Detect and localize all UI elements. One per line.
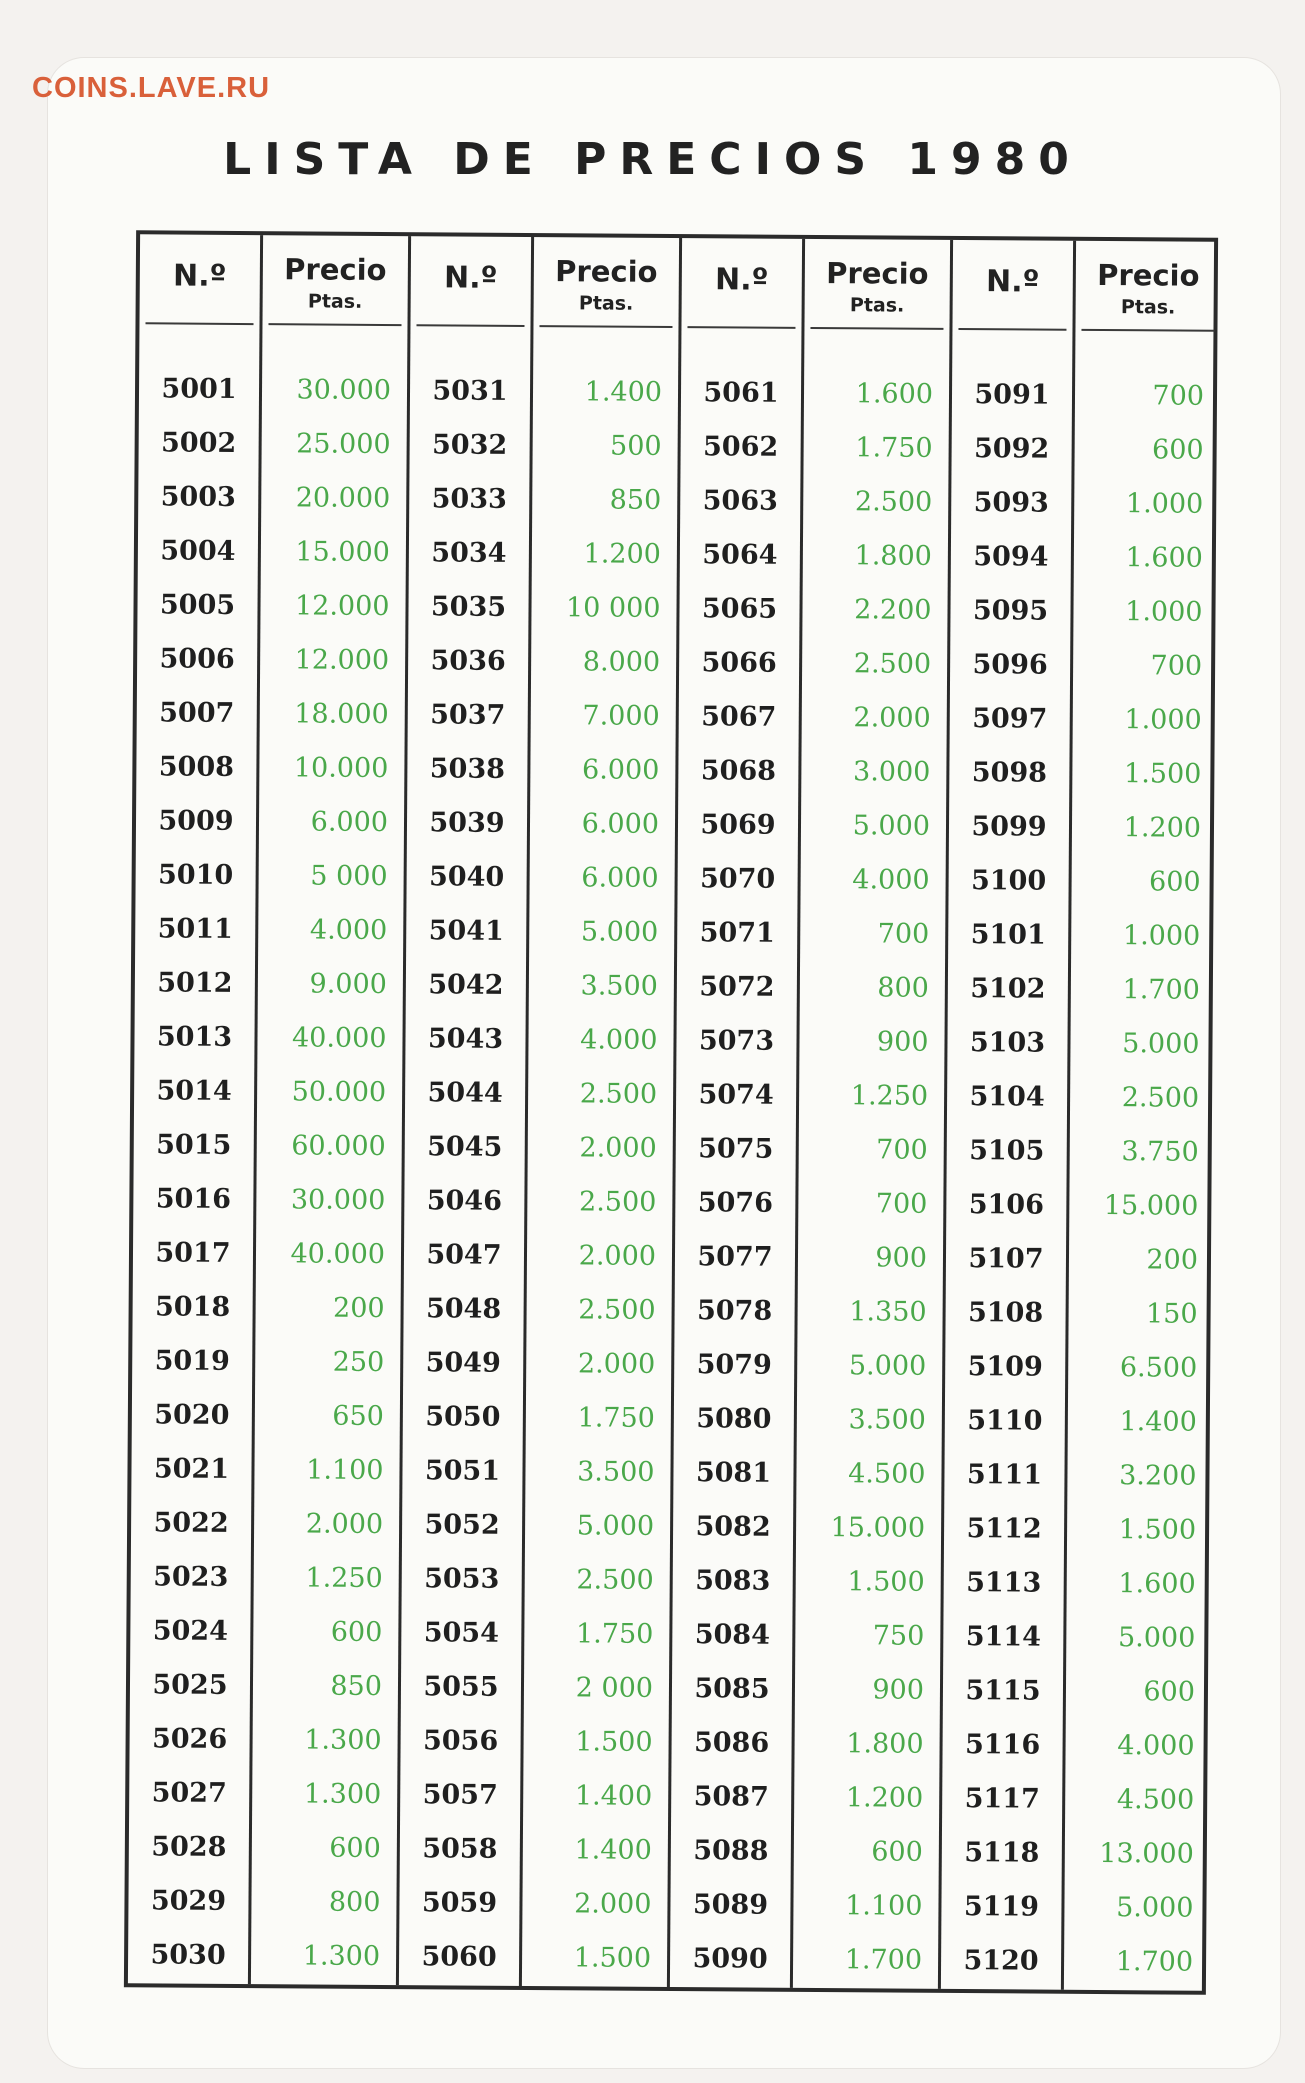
catalog-number: 5036 [430, 645, 506, 677]
price-value: 5 000 [310, 860, 388, 893]
catalog-number: 5008 [158, 751, 235, 783]
price-column [793, 239, 950, 1989]
catalog-number: 5111 [966, 1459, 1043, 1491]
price-value: 600 [871, 1836, 923, 1868]
catalog-number: 5035 [430, 591, 507, 623]
price-value: 5.000 [1117, 1622, 1196, 1654]
price-value: 2.000 [853, 702, 931, 734]
catalog-number: 5048 [425, 1293, 502, 1325]
catalog-number: 5022 [153, 1507, 229, 1539]
catalog-number: 5084 [694, 1619, 771, 1651]
catalog-number: 5058 [422, 1833, 498, 1865]
number-header-label: N.º [714, 262, 769, 298]
price-value: 2.000 [574, 1888, 652, 1920]
price-value: 150 [1145, 1298, 1198, 1330]
price-value: 2.500 [1121, 1082, 1200, 1114]
price-unit-label: Ptas. [849, 294, 905, 317]
catalog-number: 5082 [695, 1511, 771, 1543]
price-value: 1.300 [302, 1940, 381, 1972]
price-value: 2.500 [579, 1078, 658, 1110]
price-column [522, 237, 679, 1987]
price-value: 4.000 [309, 914, 388, 947]
catalog-number: 5063 [702, 485, 778, 517]
catalog-number: 5056 [422, 1725, 499, 1757]
catalog-number: 5102 [970, 973, 1046, 1005]
price-value: 1.800 [846, 1728, 924, 1760]
price-value: 15.000 [830, 1512, 926, 1544]
price-value: 750 [872, 1620, 925, 1652]
catalog-number: 5014 [156, 1075, 232, 1107]
catalog-number: 5039 [429, 807, 505, 839]
price-value: 500 [609, 430, 662, 462]
catalog-number: 5057 [422, 1779, 498, 1811]
price-value: 700 [876, 1134, 928, 1166]
catalog-number: 5004 [160, 535, 236, 567]
price-value: 1.500 [1118, 1514, 1197, 1546]
price-value: 600 [1148, 866, 1201, 898]
catalog-number: 5002 [160, 427, 237, 459]
catalog-number: 5015 [156, 1129, 232, 1161]
catalog-number: 5066 [701, 647, 777, 679]
catalog-number: 5117 [964, 1783, 1040, 1815]
column-group [941, 240, 1221, 1991]
catalog-number: 5007 [159, 697, 235, 729]
catalog-number: 5003 [160, 481, 236, 513]
catalog-number: 5072 [699, 971, 775, 1003]
price-value: 40.000 [290, 1238, 386, 1271]
catalog-number: 5062 [702, 431, 779, 463]
catalog-number: 5074 [698, 1079, 774, 1111]
price-unit-label: Ptas. [1120, 296, 1176, 319]
price-unit-label: Ptas. [578, 292, 634, 315]
number-header [416, 236, 525, 327]
page-title: LISTA DE PRECIOS 1980 [223, 134, 1082, 185]
catalog-number: 5093 [973, 487, 1049, 519]
price-value: 700 [1150, 650, 1203, 682]
price-column [1064, 241, 1221, 1991]
price-value: 2.500 [576, 1564, 654, 1596]
catalog-number: 5065 [701, 593, 778, 625]
price-value: 850 [330, 1670, 383, 1702]
price-value: 2.500 [853, 648, 932, 680]
catalog-number: 5023 [153, 1561, 229, 1593]
number-column [128, 234, 263, 1984]
price-value: 800 [877, 972, 929, 1004]
catalog-number: 5113 [966, 1567, 1042, 1599]
price-value: 1.750 [855, 432, 933, 464]
number-header-label: N.º [443, 260, 498, 296]
catalog-number: 5017 [155, 1237, 231, 1269]
price-value: 1.700 [1122, 974, 1200, 1006]
price-table [124, 230, 1218, 1995]
catalog-number: 5054 [423, 1617, 500, 1649]
price-header [810, 239, 944, 330]
catalog-number: 5010 [157, 859, 234, 891]
catalog-number: 5119 [963, 1891, 1040, 1923]
catalog-number: 5114 [965, 1621, 1042, 1653]
price-value: 2.000 [578, 1240, 657, 1272]
price-value: 1.750 [575, 1618, 654, 1650]
price-value: 20.000 [295, 482, 391, 515]
catalog-number: 5053 [424, 1563, 500, 1595]
price-value: 1.400 [1119, 1406, 1197, 1438]
price-value: 2 000 [575, 1672, 654, 1704]
column-group [399, 236, 682, 1987]
price-value: 1.750 [577, 1402, 655, 1434]
catalog-number: 5019 [154, 1345, 230, 1377]
price-value: 900 [872, 1674, 925, 1706]
catalog-number: 5107 [968, 1243, 1044, 1275]
catalog-number: 5018 [154, 1291, 231, 1323]
catalog-number: 5110 [967, 1405, 1043, 1437]
price-value: 1.200 [845, 1782, 924, 1814]
price-value: 1.700 [844, 1944, 923, 1976]
catalog-number: 5096 [972, 649, 1048, 681]
price-value: 3.200 [1119, 1460, 1197, 1492]
price-header-label: Precio [555, 254, 658, 289]
price-value: 6.500 [1119, 1352, 1198, 1384]
catalog-number: 5086 [693, 1727, 770, 1759]
catalog-number: 5030 [150, 1939, 226, 1971]
catalog-number: 5097 [972, 703, 1048, 735]
site-watermark: COINS.LAVE.RU [32, 72, 271, 104]
price-value: 15.000 [1103, 1190, 1199, 1222]
catalog-number: 5040 [428, 861, 505, 893]
price-value: 10 000 [565, 592, 661, 624]
catalog-number: 5090 [692, 1943, 768, 1975]
price-value: 1.700 [1115, 1946, 1194, 1978]
catalog-number: 5001 [161, 373, 237, 405]
catalog-number: 5104 [969, 1081, 1045, 1113]
price-value: 4.000 [1117, 1730, 1195, 1762]
catalog-number: 5005 [159, 589, 236, 621]
price-unit-label: Ptas. [307, 290, 363, 313]
catalog-number: 5092 [973, 433, 1050, 465]
price-value: 1.350 [849, 1296, 927, 1328]
column-group [670, 238, 953, 1989]
price-value: 12.000 [294, 644, 390, 677]
catalog-number: 5103 [969, 1027, 1046, 1059]
price-value: 900 [875, 1242, 928, 1274]
price-value: 7.000 [582, 700, 660, 732]
catalog-number: 5011 [157, 913, 233, 945]
catalog-number: 5033 [431, 483, 507, 515]
catalog-number: 5099 [971, 811, 1047, 843]
price-value: 18.000 [294, 698, 389, 731]
catalog-number: 5120 [963, 1945, 1039, 1977]
catalog-number: 5061 [703, 377, 779, 409]
price-value: 5.000 [1122, 1028, 1200, 1060]
price-value: 1.200 [1123, 812, 1202, 844]
catalog-number: 5067 [701, 701, 777, 733]
price-value: 700 [1152, 380, 1205, 412]
catalog-number: 5034 [431, 537, 507, 569]
number-header [958, 240, 1067, 331]
catalog-number: 5085 [694, 1673, 770, 1705]
price-value: 3.500 [577, 1456, 655, 1488]
price-value: 200 [1146, 1244, 1199, 1276]
catalog-number: 5025 [152, 1669, 228, 1701]
price-value: 1.500 [847, 1566, 925, 1598]
catalog-number: 5078 [696, 1295, 773, 1327]
catalog-number: 5069 [700, 809, 776, 841]
catalog-number: 5081 [695, 1457, 772, 1489]
price-header [539, 237, 673, 328]
price-value: 6.000 [310, 806, 389, 839]
catalog-number: 5045 [427, 1131, 503, 1163]
price-value: 2.500 [854, 486, 933, 518]
price-value: 200 [332, 1292, 385, 1325]
price-value: 250 [332, 1346, 385, 1379]
number-column [399, 236, 534, 1986]
catalog-number: 5031 [432, 375, 508, 407]
price-value: 1.000 [1124, 704, 1202, 736]
catalog-number: 5083 [695, 1565, 771, 1597]
catalog-number: 5079 [696, 1349, 772, 1381]
catalog-number: 5037 [430, 699, 506, 731]
number-column [941, 240, 1076, 1990]
number-column [670, 238, 805, 1988]
price-value: 1.000 [1122, 920, 1201, 952]
number-header-label: N.º [985, 264, 1040, 300]
price-value: 1.100 [845, 1890, 923, 1922]
number-header-label: N.º [172, 258, 227, 294]
price-value: 1.300 [304, 1724, 382, 1756]
catalog-number: 5029 [150, 1885, 227, 1917]
price-value: 4.000 [580, 1024, 658, 1056]
price-value: 40.000 [291, 1022, 387, 1055]
price-value: 30.000 [290, 1184, 386, 1217]
price-value: 1.100 [306, 1454, 384, 1487]
catalog-number: 5043 [427, 1023, 504, 1055]
catalog-number: 5071 [699, 917, 775, 949]
price-value: 1.300 [303, 1778, 382, 1810]
price-value: 1.400 [584, 376, 663, 408]
price-value: 6.000 [581, 862, 659, 894]
catalog-number: 5089 [692, 1889, 769, 1921]
catalog-number: 5051 [424, 1455, 501, 1487]
catalog-number: 5077 [697, 1241, 773, 1273]
price-value: 600 [329, 1832, 381, 1864]
price-value: 5.000 [852, 810, 931, 842]
catalog-number: 5024 [152, 1615, 229, 1647]
catalog-number: 5046 [426, 1185, 503, 1217]
catalog-number: 5052 [424, 1509, 500, 1541]
price-value: 600 [1143, 1676, 1196, 1708]
catalog-number: 5075 [698, 1133, 774, 1165]
price-value: 3.500 [848, 1404, 926, 1436]
catalog-number: 5068 [700, 755, 777, 787]
catalog-number: 5115 [965, 1675, 1041, 1707]
catalog-number: 5087 [693, 1781, 769, 1813]
price-value: 10.000 [293, 752, 389, 785]
catalog-number: 5027 [151, 1777, 227, 1809]
price-value: 5.000 [576, 1510, 655, 1542]
price-value: 650 [332, 1400, 384, 1433]
price-value: 1.400 [574, 1834, 652, 1866]
price-value: 700 [875, 1188, 928, 1220]
price-value: 1.600 [855, 378, 934, 410]
catalog-number: 5105 [969, 1135, 1045, 1167]
catalog-number: 5100 [970, 865, 1047, 897]
price-value: 1.250 [305, 1562, 383, 1594]
catalog-number: 5064 [702, 539, 778, 571]
catalog-number: 5038 [429, 753, 506, 785]
price-value: 12.000 [294, 590, 390, 623]
catalog-number: 5112 [966, 1513, 1042, 1545]
catalog-number: 5044 [427, 1077, 503, 1109]
catalog-number: 5094 [973, 541, 1049, 573]
price-value: 5.000 [848, 1350, 927, 1382]
catalog-number: 5060 [421, 1941, 497, 1973]
catalog-number: 5095 [972, 595, 1049, 627]
catalog-number: 5006 [159, 643, 235, 675]
number-header [145, 234, 254, 325]
price-value: 8.000 [582, 646, 661, 678]
price-value: 2.500 [578, 1294, 656, 1326]
price-value: 9.000 [309, 968, 387, 1001]
catalog-number: 5050 [425, 1401, 501, 1433]
price-value: 1.000 [1125, 488, 1204, 520]
catalog-number: 5041 [428, 915, 504, 947]
catalog-number: 5032 [431, 429, 508, 461]
price-value: 30.000 [296, 374, 392, 407]
price-value: 5.000 [1116, 1892, 1194, 1924]
price-value: 600 [330, 1616, 383, 1648]
price-header [1081, 241, 1215, 332]
price-value: 3.000 [852, 756, 931, 788]
catalog-number: 5020 [154, 1399, 230, 1431]
price-value: 6.000 [581, 808, 660, 840]
catalog-number: 5055 [423, 1671, 499, 1703]
price-value: 1.000 [1125, 596, 1203, 628]
catalog-number: 5101 [970, 919, 1046, 951]
price-value: 3.750 [1121, 1136, 1199, 1168]
price-value: 1.600 [1118, 1568, 1196, 1600]
price-value: 6.000 [581, 754, 660, 786]
price-value: 900 [876, 1026, 929, 1058]
catalog-number: 5073 [698, 1025, 775, 1057]
price-value: 2.200 [854, 594, 932, 626]
price-value: 850 [609, 484, 662, 516]
price-value: 1.400 [574, 1780, 653, 1812]
price-header-label: Precio [284, 252, 387, 287]
catalog-number: 5070 [699, 863, 776, 895]
price-column [251, 235, 408, 1985]
price-value: 1.500 [573, 1942, 652, 1974]
price-value: 2.000 [577, 1348, 656, 1380]
price-value: 25.000 [296, 428, 391, 461]
price-value: 1.200 [583, 538, 662, 570]
price-value: 50.000 [291, 1076, 387, 1109]
catalog-number: 5088 [693, 1835, 769, 1867]
catalog-number: 5116 [964, 1729, 1041, 1761]
catalog-number: 5076 [697, 1187, 774, 1219]
price-value: 5.000 [580, 916, 659, 948]
price-value: 2.000 [305, 1508, 384, 1540]
price-value: 60.000 [291, 1130, 386, 1163]
price-value: 600 [1151, 434, 1204, 466]
price-value: 1.800 [854, 540, 932, 572]
price-value: 15.000 [295, 536, 391, 569]
catalog-number: 5080 [696, 1403, 772, 1435]
price-value: 800 [328, 1886, 381, 1918]
catalog-number: 5091 [974, 379, 1050, 411]
price-value: 13.000 [1099, 1838, 1194, 1870]
price-value: 3.500 [580, 970, 658, 1002]
catalog-number: 5016 [155, 1183, 232, 1215]
catalog-number: 5109 [967, 1351, 1043, 1383]
price-value: 1.600 [1125, 542, 1203, 574]
catalog-number: 5021 [153, 1453, 230, 1485]
price-value: 700 [877, 918, 930, 950]
catalog-number: 5012 [157, 967, 233, 999]
price-value: 2.000 [579, 1132, 657, 1164]
catalog-number: 5098 [971, 757, 1048, 789]
catalog-number: 5042 [428, 969, 504, 1001]
catalog-number: 5047 [426, 1239, 502, 1271]
catalog-number: 5026 [151, 1723, 228, 1755]
catalog-number: 5106 [968, 1189, 1045, 1221]
price-value: 4.000 [852, 864, 930, 896]
price-header [268, 235, 402, 326]
catalog-number: 5118 [964, 1837, 1040, 1869]
price-value: 2.500 [578, 1186, 657, 1218]
price-value: 4.500 [848, 1458, 926, 1490]
price-value: 4.500 [1116, 1784, 1195, 1816]
catalog-number: 5049 [425, 1347, 501, 1379]
catalog-number: 5028 [151, 1831, 227, 1863]
price-header-label: Precio [826, 256, 929, 291]
number-header [687, 238, 796, 329]
column-group [128, 234, 411, 1985]
catalog-number: 5013 [156, 1021, 233, 1053]
price-value: 1.500 [1123, 758, 1202, 790]
price-value: 1.250 [850, 1080, 929, 1112]
catalog-number: 5009 [158, 805, 234, 837]
catalog-number: 5059 [421, 1887, 498, 1919]
price-header-label: Precio [1097, 257, 1200, 293]
catalog-number: 5108 [967, 1297, 1044, 1329]
price-value: 1.500 [575, 1726, 653, 1758]
